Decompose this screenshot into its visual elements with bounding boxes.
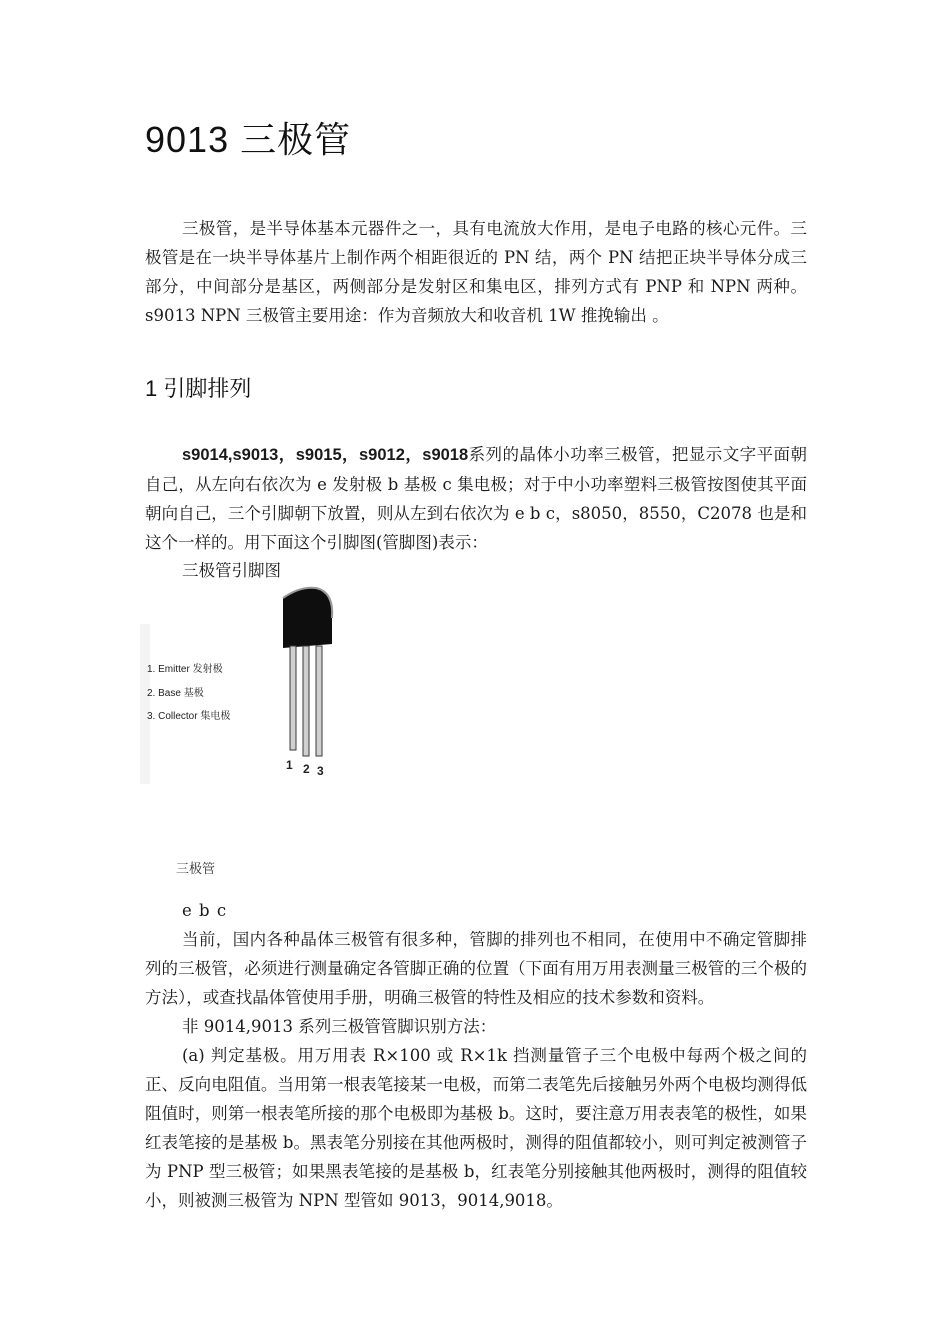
- pin-number-3: 3: [317, 764, 324, 778]
- pin-arrangement-paragraph: [145, 440, 807, 557]
- measurement-intro-paragraph: 当前，国内各种晶体三极管有很多种，管脚的排列也不相同，在使用中不确定管脚排列的三极管，必须进行测量确定各管脚正确的位置（下面有用万用表测量三极管的三个极的方法），或查找晶体管使用手册，明确三极管的特性及相应的技术参数和资料。: [145, 930, 807, 1007]
- pin-number-2: 2: [303, 762, 310, 776]
- emitter-label: 1. Emitter 发射极: [147, 664, 223, 675]
- collector-label: 3. Collector 集电极: [147, 711, 231, 722]
- identification-heading: 非 9014,9013 系列三极管管脚识别方法：: [182, 1017, 497, 1036]
- transistor-pin-diagram: [140, 582, 350, 812]
- model-list: s9014,s9013，s9015，s9012，s9018: [182, 446, 469, 464]
- figure-caption: 三极管: [176, 862, 216, 877]
- pin-number-1: 1: [286, 758, 293, 772]
- base-determination-paragraph: (a) 判定基极。用万用表 R×100 或 R×1k 挡测量管子三个电极中每两个极之间的正、反向电阻值。当用第一根表笔接某一电极，而第二表笔先后接触另外两个电极均测得低阻值时，则第一根表笔所接的那个电极即为基极 b。这时，要注意万用表表笔的极性，如果红表笔接的是基极 b。黑表笔分别接在其他两极时，测得的阻值都较小，则可判定被测管子为 PNP 型三极管；如果黑表笔接的是基极 b，红表笔分别接触其他两极时，测得的阻值较小，则被测三极管为 NPN 型管如 9013，9014,9018。: [145, 1046, 807, 1210]
- pin-arrangement-text: 系列的晶体小功率三极管，把显示文字平面朝自己，从左向右依次为 e 发射极 b 基极 c 集电极；对于中小功率塑料三极管按图使其平面朝向自己，三个引脚朝下放置，则从左到右依次为 e b c，s8050，8550，C2078 也是和这个一样的。用下面这个引脚图(管脚图)表示：: [145, 445, 808, 552]
- intro-paragraph: 三极管，是半导体基本元器件之一，具有电流放大作用，是电子电路的核心元件。三极管是在一块半导体基片上制作两个相距很近的 PN 结，两个 PN 结把正块半导体分成三部分，中间部分是基区，两侧部分是发射区和集电区，排列方式有 PNP 和 NPN 两种。s9013 NPN 三极管主要用途：作为音频放大和收音机 1W 推挽输出 。: [145, 219, 807, 325]
- page-title: 9013 三极管: [145, 119, 352, 160]
- ebc-line: e b c: [182, 901, 228, 920]
- base-label: 2. Base 基极: [147, 688, 204, 699]
- section-heading: 1 引脚排列: [145, 376, 252, 401]
- pin-diagram-caption: 三极管引脚图: [182, 561, 281, 580]
